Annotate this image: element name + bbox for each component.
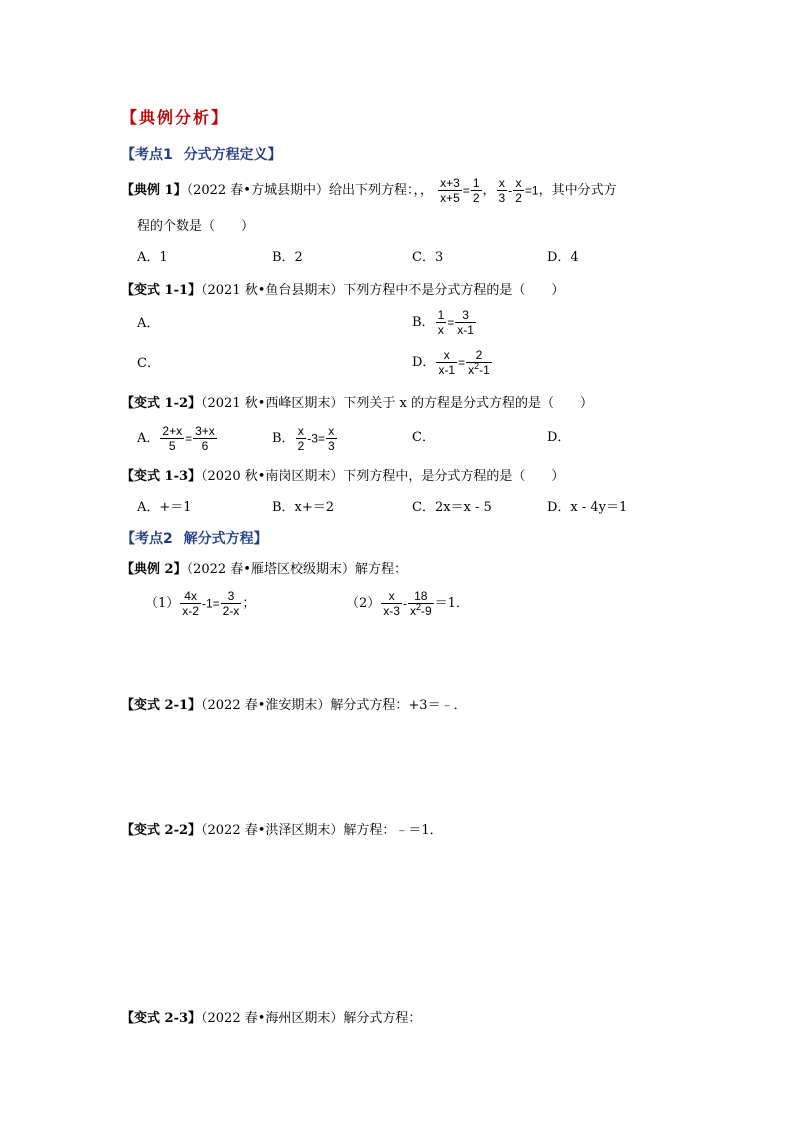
variant-1-2-tag: 【变式 1-2】: [121, 396, 202, 411]
variant-1-1-b-fraction-2: $\frac{3}{x-1}$: [457, 308, 474, 337]
example-1-fraction-1: $\frac{x+3}{x+5}$: [440, 176, 460, 205]
variant-2-3: [121, 1011, 421, 1027]
variant-1-1-tag: 【变式 1-1】: [121, 283, 202, 298]
variant-2-3-tag: 【变式 2-3】: [121, 1011, 202, 1026]
variant-1-3-text: （2020 秋•南岗区期末）下列方程中，是分式方程的是（ ）: [201, 469, 565, 484]
variant-1-3: [121, 469, 564, 485]
variant-1-2-b-fraction-2: $\frac{x}{3}$: [327, 424, 335, 453]
topic-1-heading: [121, 147, 282, 163]
variant-1-2-a-fraction-1: $\frac{2+x}{5}$: [162, 424, 183, 453]
example-1-option-b: B．2: [272, 250, 303, 265]
example-1-fraction-4: $\frac{x}{2}$: [515, 176, 522, 205]
example-1-option-d: D．4: [547, 250, 579, 265]
example-2-p1-fraction-1: $\frac{4x}{x-2}$: [182, 589, 199, 618]
variant-1-3-option-a: A．+＝1: [137, 500, 192, 515]
topic-2-title: 解分式方程】: [183, 531, 268, 547]
variant-1-3-option-b: B．x+＝2: [272, 500, 335, 515]
example-1-fraction-3: $\frac{x}{3}$: [498, 176, 506, 205]
topic-1-label: 【考点1: [121, 147, 173, 163]
variant-1-1-text: （2021 秋•鱼台县期末）下列方程中不是分式方程的是（ ）: [201, 283, 565, 298]
variant-1-2-a-fraction-2: $\frac{3+x}{6}$: [195, 424, 215, 453]
variant-2-1: [121, 698, 467, 714]
example-2-part-1: （1） $\frac{4x}{x-2}$ -1= $\frac{3}{2-x}$ ；: [145, 589, 256, 618]
example-2: [121, 562, 407, 578]
variant-2-3-text: （2022 春•海州区期末）解分式方程：: [201, 1011, 422, 1026]
section-title: 【典例分析】: [121, 108, 230, 127]
example-1-fraction-2: $\frac{1}{2}$: [472, 176, 480, 205]
example-2-text: （2022 春•雁塔区校级期末）解方程：: [186, 562, 407, 577]
example-1: 【典例 1】（2022 春•方城县期中）给出下列方程：，， $\frac{x+3}{x+5}$ = $\frac{1}{2}$ ， $\frac{x}{3}$ - $\frac{x}{2}$ =1，其中分式方: [121, 176, 617, 205]
example-1-option-a: A．1: [137, 250, 168, 265]
example-1-tag: 【典例 1】: [121, 183, 187, 198]
example-2-p2-fraction-2: $\frac{18}{x^2-9}$: [409, 589, 432, 618]
variant-1-1-d-fraction-1: $\frac{x}{x-1}$: [438, 348, 456, 377]
variant-1-1-option-d: D． $\frac{x}{x-1}$ = $\frac{2}{x^2-1}$: [412, 348, 490, 377]
variant-1-1-option-a: A．: [137, 316, 160, 331]
variant-1-2-option-b: B． $\frac{x}{2}$ -3= $\frac{x}{3}$: [272, 424, 335, 453]
variant-1-2: [121, 396, 593, 412]
variant-1-2-option-d: D．: [547, 430, 571, 445]
variant-2-2-text: （2022 春•洪泽区期末）解方程：﹣＝1．: [201, 823, 443, 838]
variant-1-3-option-d: D．x - 4y＝1: [547, 500, 628, 515]
example-1-option-c: C．3: [412, 250, 444, 265]
topic-2-label: 【考点2: [121, 531, 173, 547]
variant-2-2: [121, 823, 443, 839]
variant-1-1: [121, 283, 564, 299]
variant-1-2-b-fraction-1: $\frac{x}{2}$: [297, 424, 305, 453]
example-1-text: （2022 春•方城县期中）给出下列方程：，，: [186, 183, 433, 198]
example-2-p1-fraction-2: $\frac{3}{2-x}$: [222, 589, 240, 618]
topic-1-title: 分式方程定义】: [183, 147, 282, 163]
variant-1-3-option-c: C．2x＝x - 5: [412, 500, 492, 515]
topic-2-heading: [121, 531, 268, 547]
variant-1-2-text: （2021 秋•西峰区期末）下列关于 x 的方程是分式方程的是（ ）: [201, 396, 593, 411]
variant-2-1-tag: 【变式 2-1】: [121, 698, 202, 713]
variant-1-2-option-a: A． $\frac{2+x}{5}$ = $\frac{3+x}{6}$: [137, 424, 215, 453]
example-2-tag: 【典例 2】: [121, 562, 187, 577]
variant-1-1-b-fraction-1: $\frac{1}{x}$: [437, 308, 445, 337]
example-2-part-2: （2） $\frac{x}{x-3}$ - $\frac{18}{x^2-9}$ ＝1．: [346, 589, 469, 618]
variant-2-2-tag: 【变式 2-2】: [121, 823, 202, 838]
variant-1-1-option-b: B． $\frac{1}{x}$ = $\frac{3}{x-1}$: [412, 308, 474, 337]
variant-1-3-tag: 【变式 1-3】: [121, 469, 202, 484]
variant-1-2-option-c: C．: [412, 430, 435, 445]
example-2-p2-fraction-1: $\frac{x}{x-3}$: [383, 589, 400, 618]
example-1-line-2: 程的个数是（ ）: [137, 219, 255, 234]
variant-1-1-d-fraction-2: $\frac{2}{x^2-1}$: [468, 348, 490, 377]
variant-2-1-text: （2022 春•淮安期末）解分式方程：+3＝﹣．: [201, 698, 467, 713]
variant-1-1-option-c: C．: [137, 356, 160, 371]
